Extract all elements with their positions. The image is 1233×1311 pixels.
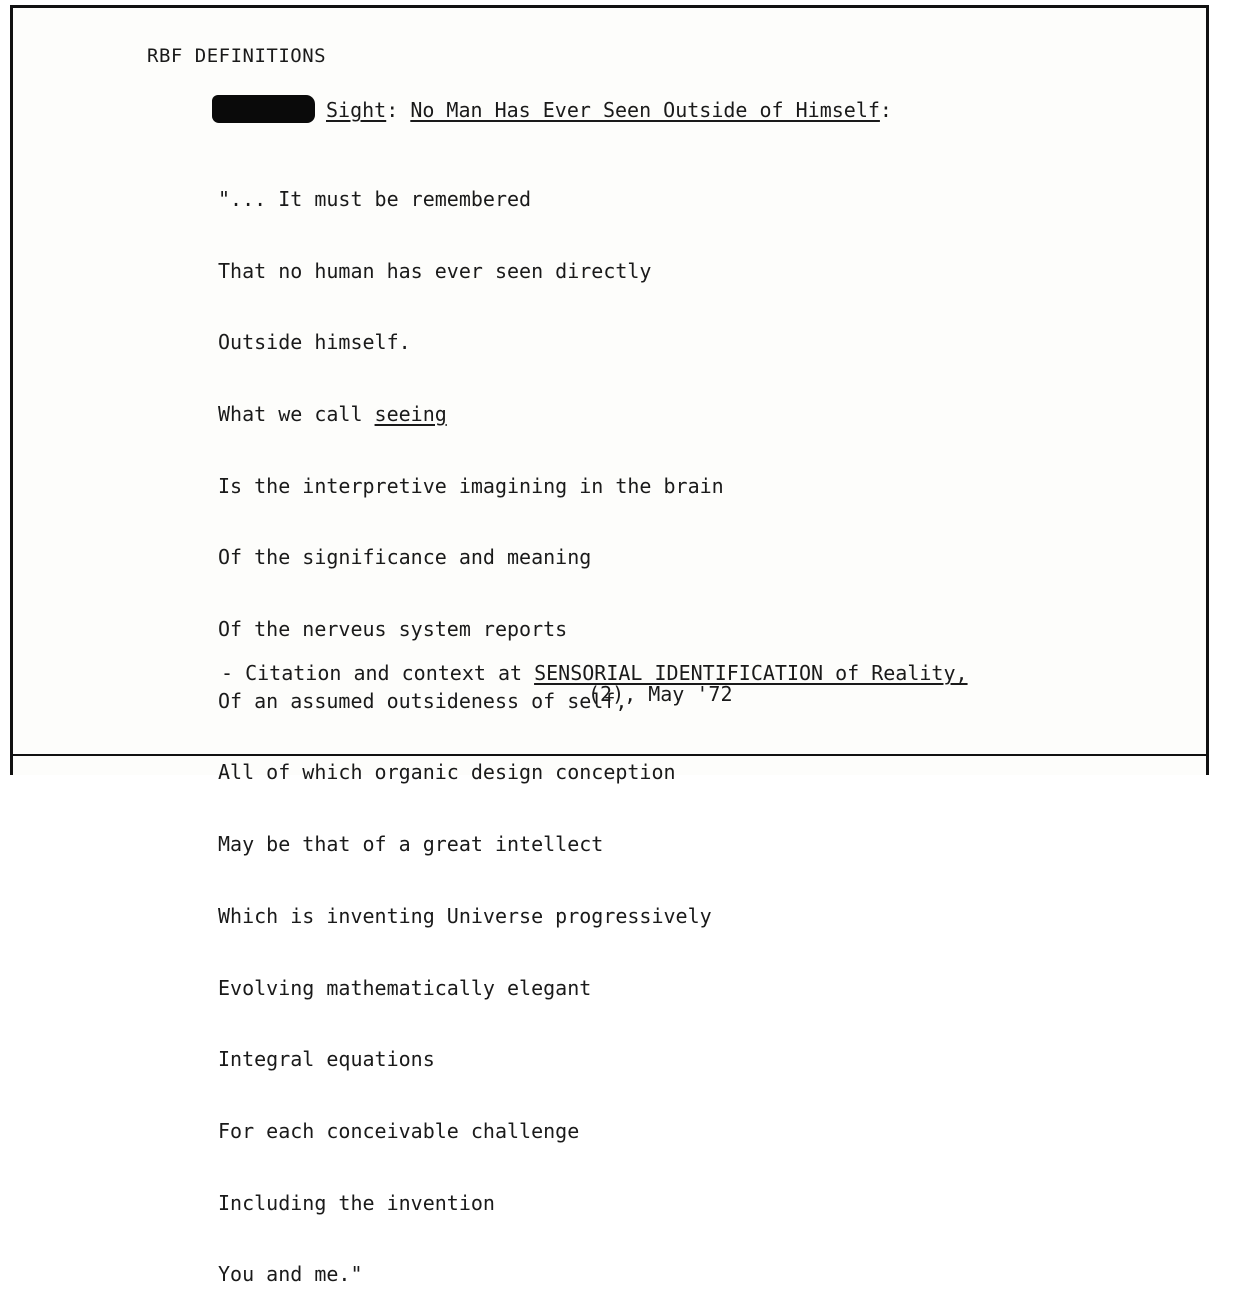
- document-header: RBF DEFINITIONS: [147, 45, 327, 67]
- quote-line: Outside himself.: [218, 330, 411, 355]
- quote-line: Is the interpretive imagining in the brain: [218, 473, 724, 498]
- quote-line: Evolving mathematically elegant: [218, 975, 592, 1000]
- quote-line: May be that of a great intellect: [218, 832, 604, 857]
- quote-line: You and me.": [218, 1262, 363, 1287]
- entry-term: Sight: [326, 98, 387, 122]
- entry-title: [326, 98, 892, 122]
- quote-line: "... It must be remembered: [218, 186, 532, 211]
- quote-line: For each conceivable challenge: [218, 1118, 580, 1143]
- entry-separator: :: [386, 98, 411, 122]
- quote-line: Integral equations: [218, 1047, 435, 1072]
- emphasized-word: seeing: [374, 401, 447, 426]
- quote-line: All of which organic design conception: [218, 760, 676, 785]
- quote-line: [218, 403, 724, 427]
- quote-line: Including the invention: [218, 1190, 495, 1215]
- citation-prefix: - Citation and context at: [221, 661, 535, 685]
- quote-line: That no human has ever seen directly: [218, 258, 652, 283]
- citation-source: SENSORIAL IDENTIFICATION of Reality,: [534, 661, 968, 685]
- quote-line: Of an assumed outsideness of self,: [218, 688, 628, 713]
- entry-subtitle-end: :: [879, 98, 892, 122]
- quote-line: Which is inventing Universe progressively: [218, 903, 712, 928]
- quote-line: Of the nerveus system reports: [218, 617, 568, 642]
- quote-line: Of the significance and meaning: [218, 545, 592, 570]
- redaction-mark: [212, 95, 315, 123]
- citation-source-detail: (2), May '72: [588, 682, 733, 706]
- quote-line-prefix: What we call: [218, 401, 375, 426]
- entry-subtitle: No Man Has Ever Seen Outside of Himself: [410, 98, 880, 122]
- quotation-body: [218, 140, 724, 1311]
